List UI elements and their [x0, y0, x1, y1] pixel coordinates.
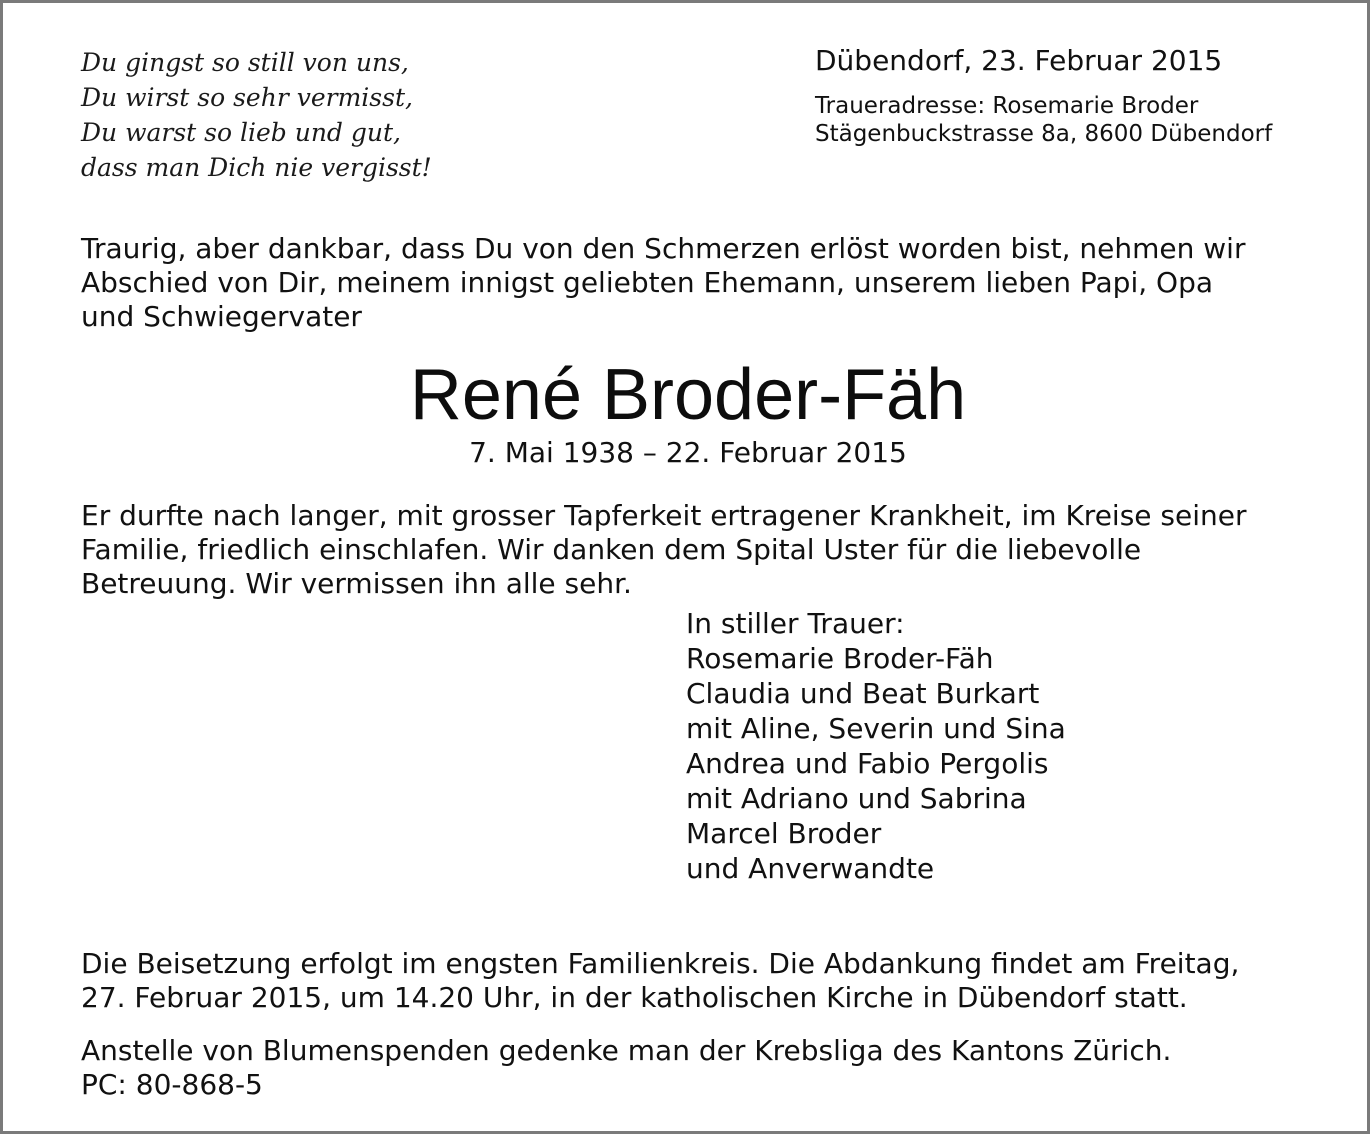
text-line: 27. Februar 2015, um 14.20 Uhr, in der katholischen Kirche in Dübendorf statt.: [81, 981, 1188, 1014]
mourner-entry: und Anverwandte: [686, 852, 935, 885]
text-line: und Schwiegervater: [81, 300, 362, 333]
poem-line: dass man Dich nie vergisst!: [81, 153, 432, 182]
mourners-heading: In stiller Trauer:: [686, 607, 905, 640]
postal-account: PC: 80-868-5: [81, 1068, 263, 1101]
mourner-entry: Andrea und Fabio Pergolis: [686, 747, 1049, 780]
intro-paragraph: [81, 232, 1311, 334]
text-line: Er durfte nach langer, mit grosser Tapferkeit ertragener Krankheit, im Kreise seiner: [81, 499, 1247, 532]
text-line: Anstelle von Blumenspenden gedenke man der Krebsliga des Kantons Zürich.: [81, 1034, 1172, 1067]
text-line: Abschied von Dir, meinem innigst geliebten Ehemann, unserem lieben Papi, Opa: [81, 266, 1214, 299]
mourner-entry: mit Aline, Severin und Sina: [686, 712, 1066, 745]
address-line: Traueradresse: Rosemarie Broder: [815, 93, 1199, 119]
poem-line: Du warst so lieb und gut,: [81, 118, 401, 147]
memorial-poem: [81, 45, 432, 185]
text-line: Betreuung. Wir vermissen ihn alle sehr.: [81, 567, 632, 600]
mourning-address: [815, 92, 1272, 148]
funeral-info: [81, 947, 1311, 1015]
donation-info: [81, 1034, 1311, 1102]
life-dates: 7. Mai 1938 – 22. Februar 2015: [469, 436, 907, 469]
mourner-entry: Rosemarie Broder-Fäh: [686, 642, 994, 675]
mourner-entry: Marcel Broder: [686, 817, 882, 850]
mourners-list: [686, 606, 1066, 886]
poem-line: Du gingst so still von uns,: [81, 48, 409, 77]
mourner-entry: mit Adriano und Sabrina: [686, 782, 1027, 815]
header-info: [815, 43, 1272, 148]
text-line: Familie, friedlich einschlafen. Wir danken dem Spital Uster für die liebevolle: [81, 533, 1142, 566]
text-line: Die Beisetzung erfolgt im engsten Familienkreis. Die Abdankung findet am Freitag,: [81, 947, 1240, 980]
text-line: Traurig, aber dankbar, dass Du von den Schmerzen erlöst worden bist, nehmen wir: [81, 232, 1246, 265]
place-date: Dübendorf, 23. Februar 2015: [815, 44, 1223, 77]
deceased-name: René Broder-Fäh: [409, 355, 967, 435]
address-line: Stägenbuckstrasse 8a, 8600 Dübendorf: [815, 121, 1273, 147]
illness-paragraph: [81, 499, 1311, 601]
mourner-entry: Claudia und Beat Burkart: [686, 677, 1040, 710]
poem-line: Du wirst so sehr vermisst,: [81, 83, 413, 112]
